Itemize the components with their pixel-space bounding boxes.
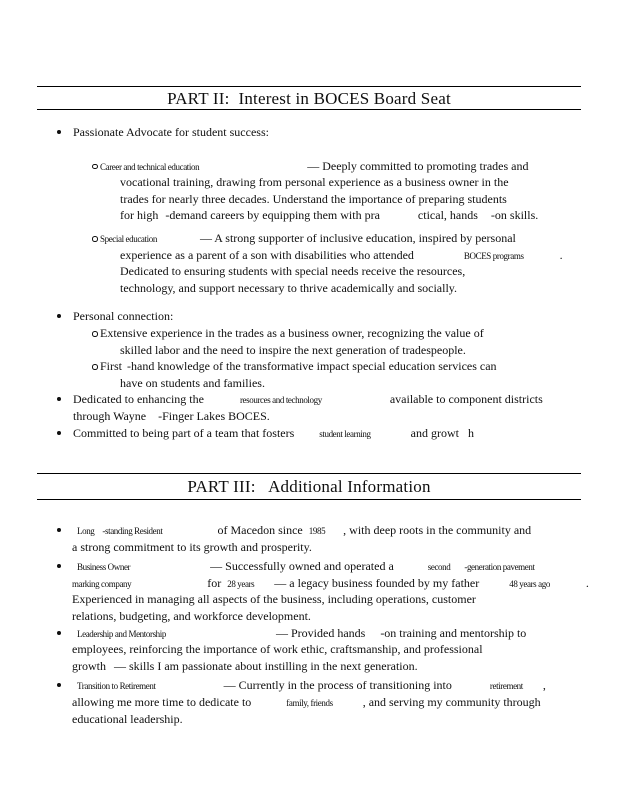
- bullet-disc-icon: [57, 397, 61, 401]
- body-text: available to component districts: [389, 392, 543, 407]
- text-line: [73, 391, 612, 408]
- bullet-disc-icon: [57, 564, 61, 568]
- text-line: [120, 280, 612, 297]
- part3-content: [37, 522, 612, 727]
- body-text: Committed to being part of a team that fosters: [73, 425, 295, 440]
- redaction-gap: [199, 169, 307, 170]
- text-line: [120, 247, 612, 264]
- bullet-disc-icon: [57, 528, 61, 532]
- body-text: through Wayne: [73, 408, 147, 423]
- bullet-disc-icon: [57, 431, 61, 435]
- body-text: employees, reinforcing the importance of work ethic, craftsmanship, and professional: [72, 642, 483, 657]
- text-line: [72, 608, 612, 625]
- part2-header: [37, 86, 581, 110]
- body-text: — A strong supporter of inclusive education, inspired by personal: [199, 230, 516, 245]
- redaction-gap: [459, 436, 468, 437]
- redaction-gap: [524, 258, 560, 259]
- bullet-disc-icon: [57, 631, 61, 635]
- redaction-gap: [131, 586, 207, 587]
- retyped-text: student learning: [319, 428, 371, 439]
- retyped-text: Special education: [100, 233, 157, 244]
- body-text: — skills I am passionate about instilling in the next generation.: [114, 658, 418, 673]
- redaction-gap: [452, 688, 490, 689]
- text-line: [72, 694, 612, 711]
- redaction-gap: [294, 436, 319, 437]
- text-line: [72, 711, 612, 728]
- redaction-gap: [371, 436, 411, 437]
- body-text: -demand careers by equipping them with pra: [165, 208, 380, 223]
- body-text: — a legacy business founded by my father: [274, 575, 480, 590]
- retyped-text: marking company: [72, 578, 132, 589]
- body-text: Experienced in managing all aspects of the business, including operations, customer: [72, 592, 476, 607]
- retyped-text: Long: [77, 526, 95, 536]
- body-text: vocational training, drawing from personal experience as a business owner in the: [120, 175, 509, 190]
- body-text: ctical, hands: [417, 208, 478, 223]
- text-line: [73, 124, 612, 141]
- body-text: allowing me more time to dedicate to: [72, 694, 252, 709]
- part3-title: PART III: Additional Information: [187, 477, 431, 496]
- redaction-gap: [380, 218, 418, 219]
- text-line: [77, 677, 612, 694]
- text-line: [120, 191, 612, 208]
- body-text: educational leadership.: [72, 711, 183, 726]
- text-line: [72, 658, 612, 675]
- body-text: — Provided hands: [275, 625, 366, 640]
- text-line: [120, 342, 612, 359]
- body-text: ,: [542, 678, 546, 693]
- body-text: a strong commitment to its growth and prosperity.: [72, 539, 312, 554]
- body-text: -hand knowledge of the transformative impact special education services can: [127, 359, 497, 374]
- body-text: for: [207, 575, 222, 590]
- text-line: [100, 325, 612, 342]
- redaction-gap: [450, 569, 464, 570]
- text-line: [120, 207, 612, 224]
- body-text: have on students and families.: [120, 375, 265, 390]
- body-text: — Deeply committed to promoting trades and: [307, 158, 529, 173]
- text-line: [100, 158, 612, 175]
- body-text: of Macedon since: [217, 523, 303, 537]
- body-text: for high: [120, 208, 159, 223]
- text-line: [73, 425, 612, 442]
- part2-title: PART II: Interest in BOCES Board Seat: [167, 89, 451, 108]
- bullet-circle-icon: [92, 331, 98, 337]
- redaction-gap: [166, 636, 276, 637]
- redaction-gap: [156, 688, 224, 689]
- body-text: — Successfully owned and operated a: [210, 559, 394, 574]
- redaction-gap: [204, 402, 240, 403]
- retyped-text: Business Owner: [77, 562, 131, 573]
- body-text: technology, and support necessary to thrive academically and socially.: [120, 280, 457, 295]
- retyped-text: Transition to Retirement: [77, 681, 156, 692]
- body-text: Dedicated to ensuring students with special needs receive the resources,: [120, 264, 466, 279]
- text-line: [73, 308, 612, 325]
- body-text: h: [467, 425, 474, 440]
- retyped-text: BOCES programs: [463, 250, 524, 261]
- retyped-text: Leadership and Mentorship: [77, 628, 166, 639]
- body-text: growth: [72, 658, 106, 673]
- text-line: [72, 591, 612, 608]
- body-text: .: [559, 247, 563, 262]
- retyped-text: 1985: [308, 526, 326, 536]
- bullet-circle-icon: [92, 236, 98, 242]
- redaction-gap: [322, 402, 390, 403]
- redaction-gap: [394, 569, 428, 570]
- body-text: trades for nearly three decades. Understand the importance of preparing students: [120, 191, 507, 206]
- body-text: Personal connection:: [73, 309, 174, 324]
- body-text: -Finger Lakes BOCES.: [158, 408, 270, 423]
- text-line: [100, 358, 612, 375]
- text-line: [120, 375, 612, 392]
- redaction-gap: [550, 586, 586, 587]
- redaction-gap: [523, 688, 543, 689]
- body-text: experience as a parent of a son with disabilities who attended: [120, 247, 414, 262]
- body-text: relations, budgeting, and workforce development.: [72, 608, 311, 623]
- text-line: [100, 230, 612, 247]
- redaction-gap: [157, 241, 200, 242]
- bullet-circle-icon: [92, 164, 98, 170]
- body-text: — Currently in the process of transitioning into: [223, 678, 452, 693]
- retyped-text: -standing Resident: [102, 526, 163, 536]
- redaction-gap: [478, 218, 491, 219]
- body-text: First: [100, 359, 123, 374]
- body-text: , with deep roots in the community and: [343, 523, 532, 537]
- bullet-circle-icon: [92, 364, 98, 370]
- body-text: Passionate Advocate for student success:: [73, 125, 269, 139]
- redaction-gap: [162, 533, 217, 534]
- redaction-gap: [254, 586, 274, 587]
- redaction-gap: [251, 705, 286, 706]
- redaction-gap: [146, 419, 158, 420]
- bullet-disc-icon: [57, 314, 61, 318]
- redaction-gap: [106, 669, 114, 670]
- text-line: [77, 558, 612, 575]
- body-text: , and serving my community through: [362, 694, 541, 709]
- text-line: [72, 539, 612, 556]
- text-line: [73, 408, 612, 425]
- redaction-gap: [414, 258, 464, 259]
- part2-content: [37, 124, 612, 441]
- retyped-text: second: [427, 562, 451, 573]
- text-line: [77, 625, 612, 642]
- bullet-disc-icon: [57, 683, 61, 687]
- part3-header: [37, 473, 581, 500]
- retyped-text: 28 years: [227, 578, 255, 589]
- redaction-gap: [325, 533, 343, 534]
- body-text: .: [585, 575, 589, 590]
- redaction-gap: [365, 636, 380, 637]
- retyped-text: -generation pavement: [464, 562, 535, 573]
- redaction-gap: [130, 569, 210, 570]
- body-text: -on skills.: [490, 208, 539, 223]
- text-line: [120, 174, 612, 191]
- bullet-disc-icon: [57, 130, 61, 134]
- body-text: -on training and mentorship to: [380, 625, 527, 640]
- retyped-text: resources and technology: [239, 395, 322, 406]
- redaction-gap: [479, 586, 509, 587]
- body-text: and growt: [410, 425, 459, 440]
- redaction-gap: [333, 705, 363, 706]
- text-line: [77, 522, 612, 539]
- text-line: [120, 263, 612, 280]
- retyped-text: family, friends: [286, 697, 333, 708]
- text-line: [72, 575, 612, 592]
- retyped-text: 48 years ago: [509, 578, 550, 589]
- text-line: [72, 641, 612, 658]
- body-text: Dedicated to enhancing the: [73, 392, 204, 407]
- body-text: skilled labor and the need to inspire the next generation of tradespeople.: [120, 342, 466, 357]
- retyped-text: Career and technical education: [100, 161, 200, 172]
- body-text: Extensive experience in the trades as a business owner, recognizing the value of: [100, 325, 484, 340]
- retyped-text: retirement: [489, 681, 523, 692]
